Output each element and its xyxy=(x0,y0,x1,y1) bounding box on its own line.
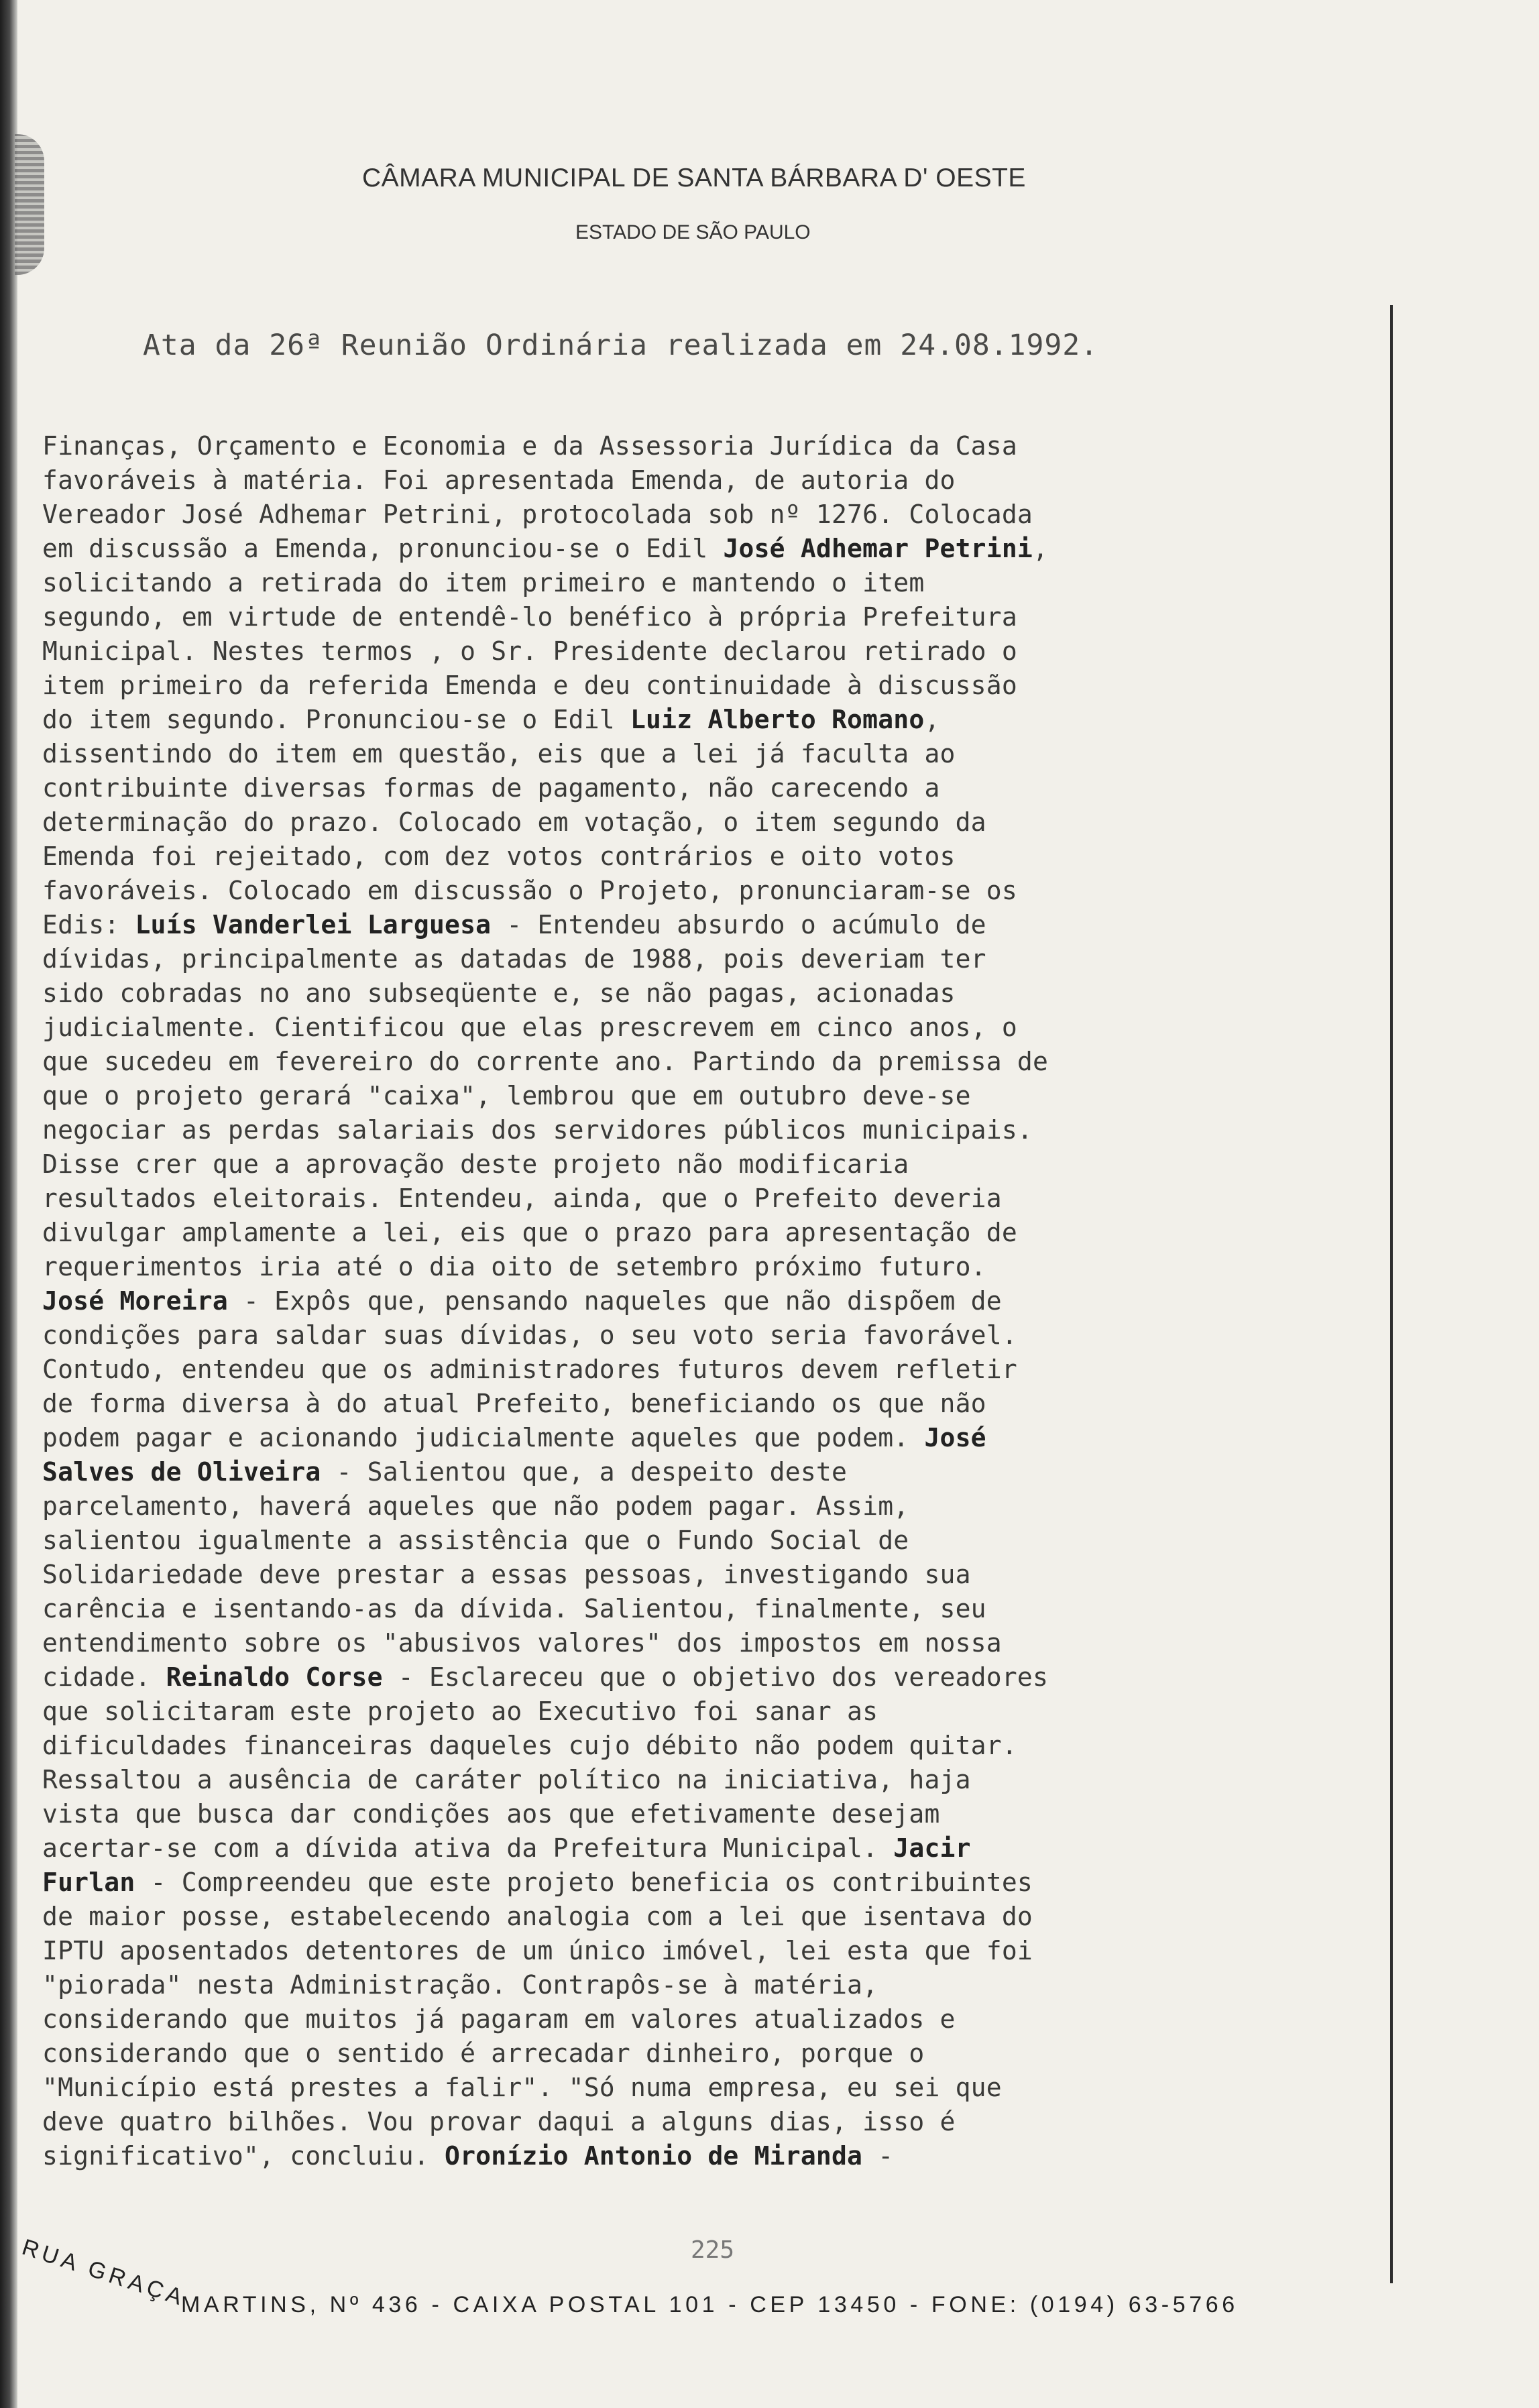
body-text-segment: Edis: xyxy=(42,910,135,939)
speaker-name: Luiz Alberto Romano xyxy=(630,705,925,734)
body-line xyxy=(42,1592,1357,1626)
body-text-segment: Emenda foi rejeitado, com dez votos contrários e oito votos xyxy=(42,842,956,871)
speaker-name: José Adhemar Petrini xyxy=(723,534,1033,563)
body-line xyxy=(42,1797,1357,1831)
body-text-segment: resultados eleitorais. Entendeu, ainda, que o Prefeito deveria xyxy=(42,1184,1002,1213)
body-text-segment: Municipal. Nestes termos , o Sr. Presidente declarou retirado o xyxy=(42,636,1017,666)
speaker-name: Luís Vanderlei Larguesa xyxy=(135,910,492,939)
body-line xyxy=(42,1763,1357,1797)
body-text-segment: que sucedeu em fevereiro do corrente ano. Partindo da premissa de xyxy=(42,1047,1049,1076)
body-text-segment: "piorada" nesta Administração. Contrapôs-se à matéria, xyxy=(42,1970,878,2000)
right-margin-rule xyxy=(1390,305,1393,2283)
body-line xyxy=(42,429,1357,463)
body-text-segment: negociar as perdas salariais dos servidores públicos municipais. xyxy=(42,1115,1033,1145)
body-line xyxy=(42,1455,1357,1489)
body-text-segment: parcelamento, haverá aqueles que não podem pagar. Assim, xyxy=(42,1491,909,1521)
body-line xyxy=(42,2139,1357,2173)
body-text-segment: divulgar amplamente a lei, eis que o prazo para apresentação de xyxy=(42,1218,1017,1247)
body-text-segment: - Compreendeu que este projeto beneficia os contribuintes xyxy=(135,1868,1033,1897)
body-text-segment: contribuinte diversas formas de pagamento, não carecendo a xyxy=(42,773,940,803)
body-text-segment: determinação do prazo. Colocado em votação, o item segundo da xyxy=(42,807,986,837)
body-line xyxy=(42,1660,1357,1695)
body-line xyxy=(42,1968,1357,2002)
body-line xyxy=(42,498,1357,532)
body-line xyxy=(42,1387,1357,1421)
body-line xyxy=(42,874,1357,908)
body-text-segment: dívidas, principalmente as datadas de 1988, pois deveriam ter xyxy=(42,944,986,974)
body-line xyxy=(42,1729,1357,1763)
body-line xyxy=(42,566,1357,600)
scan-left-edge xyxy=(0,0,17,2408)
speaker-name: José Moreira xyxy=(42,1286,228,1316)
body-text-segment: considerando que muitos já pagaram em valores atualizados e xyxy=(42,2004,956,2034)
body-text-segment: dissentindo do item em questão, eis que a lei já faculta ao xyxy=(42,739,956,768)
body-text-segment: Solidariedade deve prestar a essas pessoas, investigando sua xyxy=(42,1560,971,1589)
body-text-segment: solicitando a retirada do item primeiro e mantendo o item xyxy=(42,568,925,597)
footer-address-part1: RUA GRAÇA xyxy=(19,2234,189,2311)
body-line xyxy=(42,1216,1357,1250)
speaker-name: Salves de Oliveira xyxy=(42,1457,321,1487)
body-line xyxy=(42,1695,1357,1729)
body-text-segment: entendimento sobre os "abusivos valores" dos impostos em nossa xyxy=(42,1628,1002,1658)
speaker-name: José xyxy=(924,1423,986,1452)
body-text-segment: , xyxy=(1033,534,1049,563)
body-text-segment: carência e isentando-as da dívida. Salientou, finalmente, seu xyxy=(42,1594,986,1623)
document-title: Ata da 26ª Reunião Ordinária realizada em 24.08.1992. xyxy=(143,329,1099,362)
body-line xyxy=(42,2002,1357,2037)
footer xyxy=(19,2234,1462,2328)
body-text-segment: favoráveis. Colocado em discussão o Projeto, pronunciaram-se os xyxy=(42,876,1017,905)
body-text-segment: cidade. xyxy=(42,1662,166,1692)
body-text-segment: segundo, em virtude de entendê-lo benéfico à própria Prefeitura xyxy=(42,602,1017,632)
body-text-segment: Vereador José Adhemar Petrini, protocolada sob nº 1276. Colocada xyxy=(42,500,1033,529)
body-text-segment: dificuldades financeiras daqueles cujo débito não podem quitar. xyxy=(42,1731,1017,1760)
body-text-segment: - Esclareceu que o objetivo dos vereadores xyxy=(382,1662,1049,1692)
speaker-name: Reinaldo Corse xyxy=(166,1662,383,1692)
body-text-segment: em discussão a Emenda, pronunciou-se o Edil xyxy=(42,534,724,563)
body-text-segment: Disse crer que a aprovação deste projeto não modificaria xyxy=(42,1149,909,1179)
municipal-seal xyxy=(15,134,44,275)
header-title: CÂMARA MUNICIPAL DE SANTA BÁRBARA D' OESTE xyxy=(362,164,1026,192)
body-line xyxy=(42,1284,1357,1318)
body-line xyxy=(42,771,1357,805)
body-text-segment: - xyxy=(862,2141,894,2171)
body-line xyxy=(42,669,1357,703)
body-text-segment: favoráveis à matéria. Foi apresentada Emenda, de autoria do xyxy=(42,465,956,495)
body-text-segment: vista que busca dar condições aos que efetivamente desejam xyxy=(42,1799,940,1829)
body-text-segment: item primeiro da referida Emenda e deu continuidade à discussão xyxy=(42,671,1017,700)
speaker-name: Jacir xyxy=(893,1833,971,1863)
header-subtitle: ESTADO DE SÃO PAULO xyxy=(575,221,811,243)
minutes-body xyxy=(42,429,1357,2173)
speaker-name: Oronízio Antonio de Miranda xyxy=(445,2141,863,2171)
body-text-segment: Finanças, Orçamento e Economia e da Assessoria Jurídica da Casa xyxy=(42,431,1017,461)
body-text-segment: - Entendeu absurdo o acúmulo de xyxy=(491,910,986,939)
body-text-segment: "Município está prestes a falir". "Só numa empresa, eu sei que xyxy=(42,2073,1002,2102)
body-text-segment: sido cobradas no ano subseqüente e, se não pagas, acionadas xyxy=(42,978,956,1008)
body-line xyxy=(42,1489,1357,1524)
body-line xyxy=(42,2071,1357,2105)
body-line xyxy=(42,1866,1357,1900)
body-text-segment: de maior posse, estabelecendo analogia com a lei que isentava do xyxy=(42,1902,1033,1931)
body-text-segment: salientou igualmente a assistência que o Fundo Social de xyxy=(42,1526,909,1555)
body-text-segment: judicialmente. Cientificou que elas prescrevem em cinco anos, o xyxy=(42,1013,1017,1042)
body-line xyxy=(42,1182,1357,1216)
body-line xyxy=(42,634,1357,669)
body-text-segment: podem pagar e acionando judicialmente aqueles que podem. xyxy=(42,1423,925,1452)
body-line xyxy=(42,1113,1357,1147)
body-line xyxy=(42,2037,1357,2071)
body-line xyxy=(42,1524,1357,1558)
body-text-segment: , xyxy=(924,705,940,734)
body-text-segment: - Expôs que, pensando naqueles que não dispõem de xyxy=(227,1286,1002,1316)
body-line xyxy=(42,1147,1357,1182)
body-line xyxy=(42,976,1357,1011)
body-line xyxy=(42,942,1357,976)
body-text-segment: que o projeto gerará "caixa", lembrou que em outubro deve-se xyxy=(42,1081,971,1110)
body-line xyxy=(42,1421,1357,1455)
body-text-segment: Contudo, entendeu que os administradores futuros devem refletir xyxy=(42,1355,1017,1384)
body-text-segment: de forma diversa à do atual Prefeito, beneficiando os que não xyxy=(42,1389,986,1418)
body-text-segment: IPTU aposentados detentores de um único imóvel, lei esta que foi xyxy=(42,1936,1033,1965)
body-line xyxy=(42,1318,1357,1353)
body-text-segment: deve quatro bilhões. Vou provar daqui a alguns dias, isso é xyxy=(42,2107,956,2136)
body-line xyxy=(42,1558,1357,1592)
body-line xyxy=(42,840,1357,874)
body-line xyxy=(42,737,1357,771)
body-text-segment: que solicitaram este projeto ao Executivo foi sanar as xyxy=(42,1697,878,1726)
body-text-segment: requerimentos iria até o dia oito de setembro próximo futuro. xyxy=(42,1252,986,1281)
body-line xyxy=(42,703,1357,737)
body-line xyxy=(42,1079,1357,1113)
body-line xyxy=(42,1353,1357,1387)
footer-address-part2: MARTINS, Nº 436 - CAIXA POSTAL 101 - CEP 13450 - FONE: (0194) 63-5766 xyxy=(181,2292,1239,2317)
body-line xyxy=(42,1045,1357,1079)
body-line xyxy=(42,600,1357,634)
body-line xyxy=(42,908,1357,942)
body-line xyxy=(42,532,1357,566)
speaker-name: Furlan xyxy=(42,1868,135,1897)
body-line xyxy=(42,1011,1357,1045)
body-text-segment: significativo", concluiu. xyxy=(42,2141,445,2171)
body-line xyxy=(42,805,1357,840)
body-line xyxy=(42,2105,1357,2139)
body-text-segment: Ressaltou a ausência de caráter político na iniciativa, haja xyxy=(42,1765,971,1794)
body-line xyxy=(42,1250,1357,1284)
body-line xyxy=(42,1626,1357,1660)
body-line xyxy=(42,1934,1357,1968)
body-line xyxy=(42,1900,1357,1934)
body-text-segment: acertar-se com a dívida ativa da Prefeitura Municipal. xyxy=(42,1833,894,1863)
body-text-segment: considerando que o sentido é arrecadar dinheiro, porque o xyxy=(42,2039,925,2068)
body-text-segment: do item segundo. Pronunciou-se o Edil xyxy=(42,705,630,734)
body-line xyxy=(42,1831,1357,1866)
body-line xyxy=(42,463,1357,498)
page-number: 225 xyxy=(691,2236,735,2264)
body-text-segment: condições para saldar suas dívidas, o seu voto seria favorável. xyxy=(42,1320,1017,1350)
body-text-segment: - Salientou que, a despeito deste xyxy=(321,1457,848,1487)
